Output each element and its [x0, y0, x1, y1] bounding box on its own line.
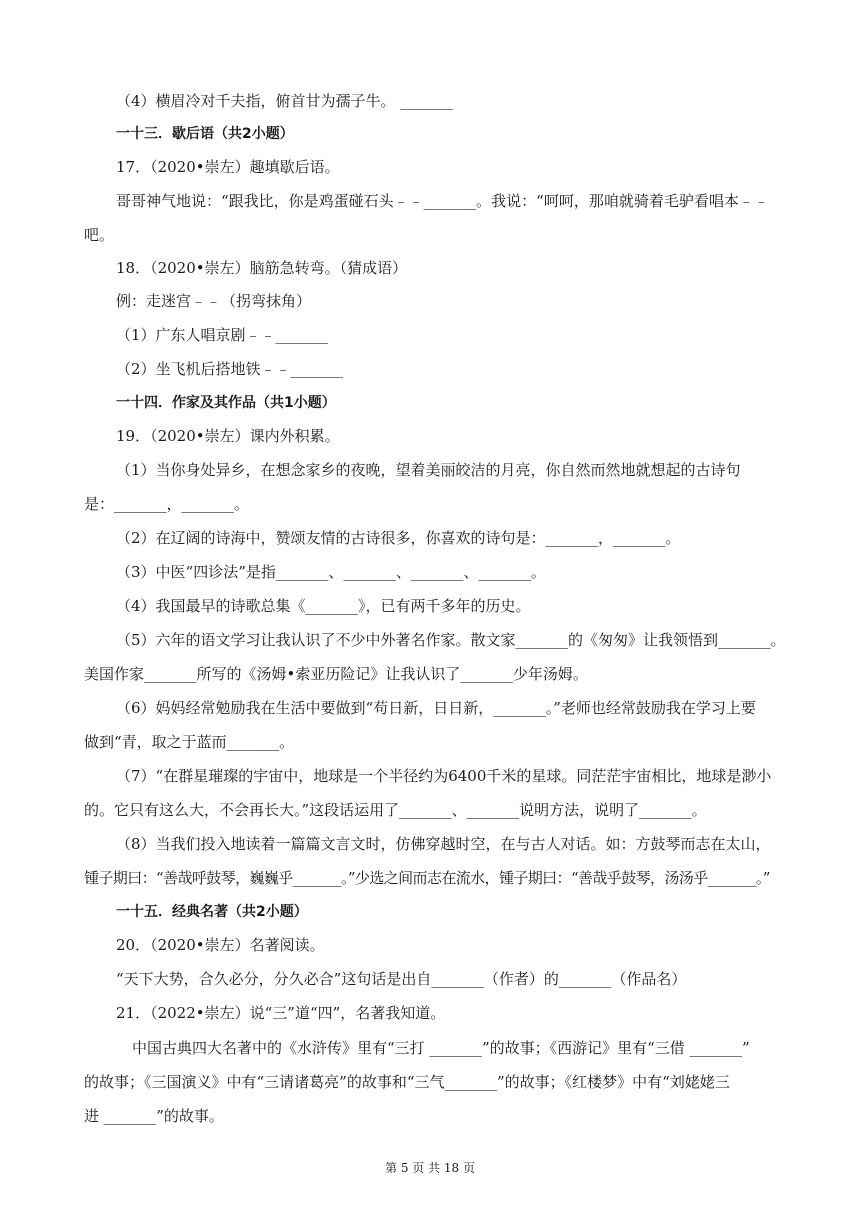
page-footer: 第 5 页 共 18 页 — [385, 1161, 475, 1175]
line-q18-1: （1）广东人唱京剧﹣﹣_______ — [116, 326, 329, 344]
section-heading-13: 一十三．歇后语（共2小题） — [116, 126, 294, 142]
line-q19-7: （7）“在群星璀璨的宇宙中，地球是一个半径约为6400千米的星球。同茫茫宇宙相比，地球是渺小 — [116, 767, 772, 785]
question-18: 18．（2020•崇左）脑筋急转弯。（猜成语） — [116, 259, 408, 277]
question-20: 20．（2020•崇左）名著阅读。 — [116, 936, 325, 954]
line-q21-cont: 的故事；《三国演义》中有“三请诸葛亮”的故事和“三气_______”的故事；《红楼梦》中有“刘姥姥三 — [84, 1073, 730, 1091]
line-q18-2: （2）坐飞机后搭地铁﹣﹣_______ — [116, 360, 344, 378]
line-q19-1-cont: 是：_______，_______。 — [84, 495, 250, 513]
line-q21-text: 中国古典四大名著中的《水浒传》里有“三打 _______”的故事；《西游记》里有“三借 _______” — [132, 1039, 750, 1057]
line-q19-4: （4）我国最早的诗歌总集《_______》，已有两千多年的历史。 — [116, 597, 531, 615]
line-q19-8: （8）当我们投入地读着一篇篇文言文时，仿佛穿越时空，在与古人对话。如：方鼓琴而志在太山， — [116, 835, 771, 853]
line-q19-6-cont: 做到“青，取之于蓝而_______。 — [84, 733, 295, 751]
line-q19-2: （2）在辽阔的诗海中，赞颂友情的古诗很多，你喜欢的诗句是：_______，_______。 — [116, 529, 681, 547]
line-q19-8-cont: 锺子期曰：“善哉呼鼓琴，巍巍乎_______。”少选之间而志在流水，锺子期曰：“善哉乎鼓琴，汤汤乎_______。” — [84, 869, 770, 887]
line-q19-5-cont: 美国作家_______所写的《汤姆•索亚历险记》让我认识了_______少年汤姆。 — [84, 665, 588, 683]
line-q19-6: （6）妈妈经常勉励我在生活中要做到“苟日新，日日新，_______。”老师也经常鼓励我在学习上要 — [116, 699, 756, 717]
line-q19-3: （3）中医“四诊法”是指_______、_______、_______、_______。 — [116, 563, 546, 581]
question-19: 19．（2020•崇左）课内外积累。 — [116, 427, 340, 445]
line-q19-1: （1）当你身处异乡，在想念家乡的夜晚，望着美丽皎洁的月亮，你自然而然地就想起的古诗句 — [116, 461, 741, 479]
question-17: 17．（2020•崇左）趣填歇后语。 — [116, 158, 340, 176]
question-21: 21．（2022•崇左）说“三”道“四”，名著我知道。 — [116, 1004, 446, 1022]
line-q21-end: 进 _______”的故事。 — [84, 1107, 224, 1125]
line-q19-7-cont: 的。它只有这么大，不会再长大。”这段话运用了_______、_______说明方法，说明了_______。 — [84, 801, 707, 819]
line-q18-example: 例：走迷宫﹣﹣（拐弯抹角） — [116, 292, 312, 310]
line-q17-text: 哥哥神气地说：“跟我比，你是鸡蛋碰石头﹣﹣_______。我说：“呵呵，那咱就骑着毛驴看唱本﹣﹣ — [116, 192, 769, 210]
line-q17-cont: 吧。 — [84, 226, 115, 244]
section-heading-15: 一十五．经典名著（共2小题） — [116, 904, 308, 920]
line-q19-5: （5）六年的语文学习让我认识了不少中外著名作家。散文家_______的《匆匆》让我领悟到_______。 — [116, 631, 786, 649]
line-q20-text: “天下大势，合久必分，分久必合”这句话是出自_______（作者）的_______（作品名） — [116, 970, 687, 988]
line-q16-4: （4）横眉冷对千夫指，俯首甘为孺子牛。 _______ — [116, 92, 453, 110]
section-heading-14: 一十四．作家及其作品（共1小题） — [116, 395, 336, 411]
